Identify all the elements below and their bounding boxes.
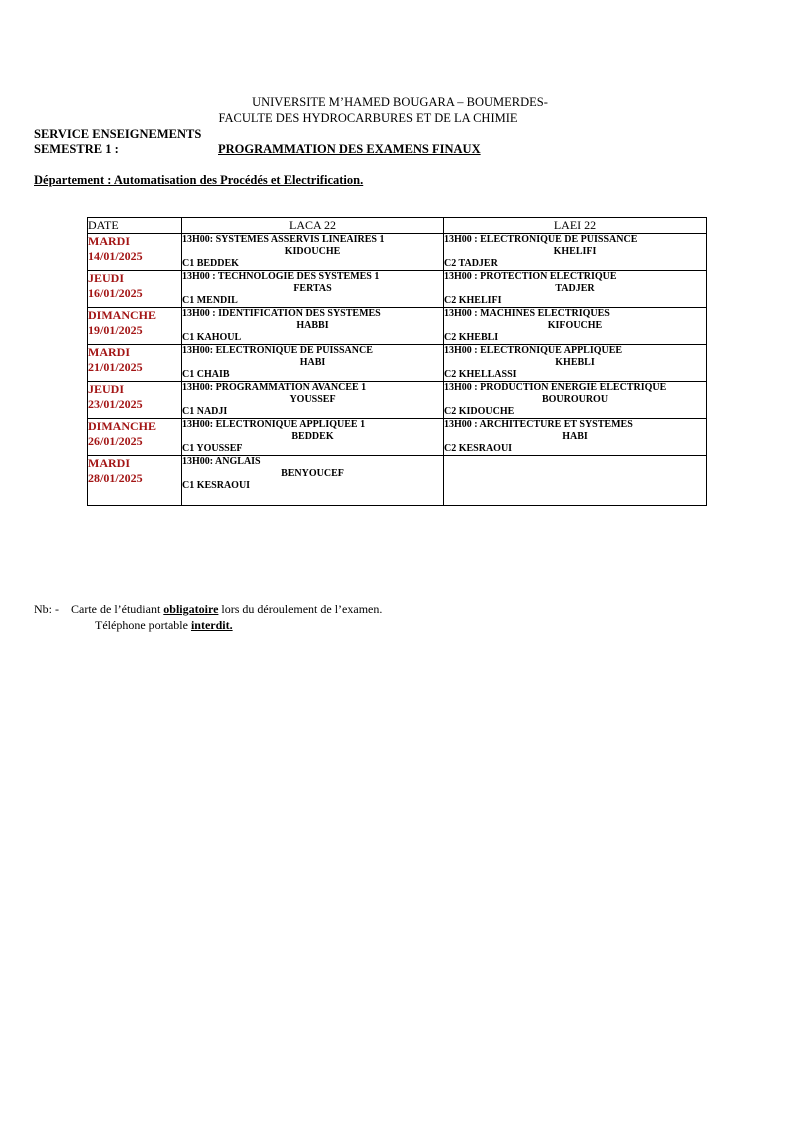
day-name: MARDI bbox=[88, 345, 130, 359]
column-header-laca: LACA 22 bbox=[182, 218, 444, 234]
room: C2 KESRAOUI bbox=[444, 443, 513, 454]
service-label: SERVICE ENSEIGNEMENTS bbox=[34, 127, 202, 141]
teacher: KIFOUCHE bbox=[547, 320, 603, 331]
exam-date: 23/01/2025 bbox=[88, 397, 143, 411]
date-cell bbox=[88, 419, 182, 456]
room: C1 YOUSSEF bbox=[182, 443, 243, 454]
subject: 13H00: ELECTRONIQUE APPLIQUEE 1 bbox=[182, 419, 366, 430]
laca-cell bbox=[182, 308, 444, 345]
teacher: BENYOUCEF bbox=[281, 468, 344, 479]
subject: 13H00 : MACHINES ELECTRIQUES bbox=[444, 308, 610, 319]
note-1-text-end: lors du déroulement de l’examen. bbox=[218, 602, 383, 616]
laei-cell bbox=[444, 271, 707, 308]
day-name: MARDI bbox=[88, 234, 130, 248]
laca-cell bbox=[182, 234, 444, 271]
day-name: JEUDI bbox=[88, 271, 125, 285]
table-row bbox=[88, 308, 707, 345]
note-line-2 bbox=[95, 618, 233, 633]
day-name: MARDI bbox=[88, 456, 130, 470]
subject: 13H00: PROGRAMMATION AVANCEE 1 bbox=[182, 382, 367, 393]
laei-cell bbox=[444, 382, 707, 419]
exam-date: 16/01/2025 bbox=[88, 286, 143, 300]
teacher: HABBI bbox=[296, 320, 329, 331]
room: C1 KESRAOUI bbox=[182, 480, 251, 491]
teacher: FERTAS bbox=[293, 283, 332, 294]
exam-date: 28/01/2025 bbox=[88, 471, 143, 485]
room: C2 KHELLASSI bbox=[444, 369, 517, 380]
table-row bbox=[88, 234, 707, 271]
laca-cell bbox=[182, 456, 444, 506]
subject: 13H00: ANGLAIS bbox=[182, 456, 261, 467]
exam-date: 26/01/2025 bbox=[88, 434, 143, 448]
subject: 13H00 : PROTECTION ELECTRIQUE bbox=[444, 271, 617, 282]
teacher: KHEBLI bbox=[555, 357, 595, 368]
laca-cell bbox=[182, 271, 444, 308]
day-name: DIMANCHE bbox=[88, 419, 156, 433]
subject: 13H00: ELECTRONIQUE DE PUISSANCE bbox=[182, 345, 373, 356]
laei-cell bbox=[444, 456, 707, 506]
table-row bbox=[88, 419, 707, 456]
day-name: DIMANCHE bbox=[88, 308, 156, 322]
note-2-text: Téléphone portable bbox=[95, 618, 191, 632]
exam-date: 19/01/2025 bbox=[88, 323, 143, 337]
university-name: UNIVERSITE M’HAMED BOUGARA – BOUMERDES- bbox=[252, 95, 548, 109]
exam-schedule-table bbox=[87, 217, 707, 506]
laca-cell bbox=[182, 419, 444, 456]
laca-cell bbox=[182, 345, 444, 382]
subject: 13H00 : ARCHITECTURE ET SYSTEMES bbox=[444, 419, 633, 430]
room: C2 KHEBLI bbox=[444, 332, 499, 343]
subject: 13H00 : TECHNOLOGIE DES SYSTEMES 1 bbox=[182, 271, 380, 282]
note-1-text: Carte de l’étudiant bbox=[71, 602, 164, 616]
date-cell bbox=[88, 456, 182, 506]
laca-cell bbox=[182, 382, 444, 419]
table-row bbox=[88, 271, 707, 308]
table-header-row bbox=[88, 218, 707, 234]
room: C1 BEDDEK bbox=[182, 258, 239, 269]
room: C2 KHELIFI bbox=[444, 295, 502, 306]
teacher: KIDOUCHE bbox=[284, 246, 341, 257]
room: C1 KAHOUL bbox=[182, 332, 242, 343]
column-header-date: DATE bbox=[88, 218, 182, 234]
exam-date: 21/01/2025 bbox=[88, 360, 143, 374]
table-row bbox=[88, 382, 707, 419]
teacher: HABI bbox=[562, 431, 588, 442]
subject: 13H00: SYSTEMES ASSERVIS LINEAIRES 1 bbox=[182, 234, 385, 245]
laei-cell bbox=[444, 234, 707, 271]
date-cell bbox=[88, 382, 182, 419]
date-cell bbox=[88, 234, 182, 271]
room: C1 NADJI bbox=[182, 406, 228, 417]
table-row bbox=[88, 456, 707, 506]
note-2-emphasis: interdit. bbox=[190, 618, 233, 632]
date-cell bbox=[88, 271, 182, 308]
room: C2 KIDOUCHE bbox=[444, 406, 515, 417]
subject: 13H00 : ELECTRONIQUE DE PUISSANCE bbox=[444, 234, 638, 245]
laei-cell bbox=[444, 345, 707, 382]
faculty-name: FACULTE DES HYDROCARBURES ET DE LA CHIMIE bbox=[218, 111, 518, 125]
column-header-laei: LAEI 22 bbox=[444, 218, 707, 234]
exam-date: 14/01/2025 bbox=[88, 249, 143, 263]
note-1-emphasis: obligatoire bbox=[163, 602, 219, 616]
teacher: BOUROUROU bbox=[541, 394, 609, 405]
teacher: TADJER bbox=[555, 283, 595, 294]
laei-cell bbox=[444, 419, 707, 456]
room: C1 MENDIL bbox=[182, 295, 238, 306]
teacher: YOUSSEF bbox=[289, 394, 336, 405]
teacher: HABI bbox=[299, 357, 326, 368]
day-name: JEUDI bbox=[88, 382, 125, 396]
note-line-1 bbox=[34, 602, 382, 617]
department-title: Département : Automatisation des Procédés et Electrification. bbox=[34, 173, 364, 187]
date-cell bbox=[88, 345, 182, 382]
room: C2 TADJER bbox=[444, 258, 498, 269]
teacher: BEDDEK bbox=[291, 431, 334, 442]
date-cell bbox=[88, 308, 182, 345]
laei-cell bbox=[444, 308, 707, 345]
program-title: PROGRAMMATION DES EXAMENS FINAUX bbox=[218, 142, 481, 156]
subject: 13H00 : IDENTIFICATION DES SYSTEMES bbox=[182, 308, 381, 319]
room: C1 CHAIB bbox=[182, 369, 230, 380]
teacher: KHELIFI bbox=[553, 246, 597, 257]
table-row bbox=[88, 345, 707, 382]
semester-label: SEMESTRE 1 : bbox=[34, 142, 119, 156]
note-prefix: Nb: - bbox=[34, 602, 59, 616]
subject: 13H00 : PRODUCTION ENERGIE ELECTRIQUE bbox=[444, 382, 667, 393]
subject: 13H00 : ELECTRONIQUE APPLIQUEE bbox=[444, 345, 623, 356]
